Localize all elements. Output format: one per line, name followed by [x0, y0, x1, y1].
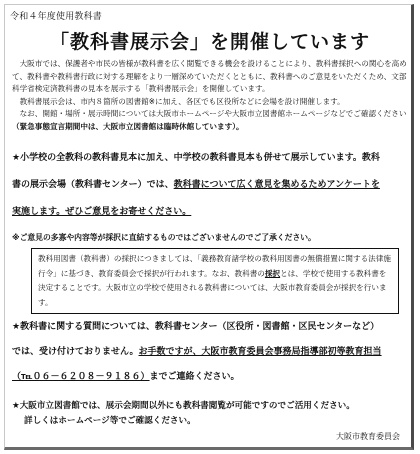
intro-section [12, 58, 408, 134]
bullet-questions [12, 315, 410, 390]
document-caption: 令和４年度使用教科書 [10, 12, 103, 22]
intro-paragraph-3 [12, 108, 408, 133]
intro-paragraph-3-text: なお、開館・場所・展示時間については大阪市ホームページや大阪市立図書館ホームページなどでご確認ください [19, 109, 407, 119]
bullet-exhibition-line-2-text: 書の展示会場（教科書センター）では、 [12, 180, 174, 190]
bullet-exhibition-line-1: ★小学校の全教科の教科書見本に加え、中学校の教科書見本も併せて展示しています。教科 [12, 153, 380, 163]
contact-department: お手数ですが、大阪市教育委員会事務局指導部初等教育担当 [138, 347, 382, 357]
adoption-info-part-2: とは、学校で使用する教科書を決定することです。大阪市立の学校で使用される教科書については、大阪市教育委員会が採択を行います。 [38, 268, 387, 307]
bullet-library-line-2: 詳しくはホームページ等でご確認ください。 [24, 416, 196, 426]
bullet-library-line-1: ★大阪市立図書館では、展示会期間以外にも教科書閲覧が可能ですのでご活用ください。 [12, 401, 355, 411]
survey-request: 実施します。ぜひご意見をお寄せください。 [12, 207, 192, 217]
bullet-exhibition-line-2 [12, 172, 410, 199]
opinion-note: ※ご意見の多寡や内容等が採択に直結するものではございませんのでご了承ください。 [12, 233, 316, 242]
page-title: 「教科書展示会」を開催しています [49, 31, 370, 53]
adoption-info-box [31, 248, 399, 314]
intro-paragraph-1: 大阪市では、保護者や市民の皆様が教科書を広く閲覧できる機会を設けることにより、教科書採択への関心を高めて、教科書や教科書行政に対する理解をより一層深めていただくとともに、教科書へのご意見をいただくため、文部科学省検定済教科書の見本を展示する「教科書展示会」を開催しています。 [12, 59, 407, 94]
adoption-highlight: 採択 [264, 268, 281, 278]
bullet-exhibition [12, 145, 410, 226]
intro-paragraph-2: 教科書展示会は、市内８箇所の図書館※に加え、各区でも区役所などに会場を設け開催します。 [19, 96, 345, 106]
bullet-questions-line-3 [12, 365, 410, 390]
emergency-notice: （緊急事態宣言期間中は、大阪市立図書館は臨時休館しています）。 [12, 121, 244, 131]
survey-notice: 教科書について広く意見を集めるためアンケートを [173, 180, 380, 190]
signature: 大阪市教育委員会 [336, 432, 400, 441]
adoption-info-part-1: 教科用図書（教科書）の採択につきましては、「義務教育諸学校の教科用図書の無償措置に関する法律施行令」に基づき、教育委員会で採択が行われます。なお、教科書の [38, 254, 391, 278]
contact-phone: （℡０６－６２０８－９１８６） [12, 372, 150, 382]
bullet-questions-line-2 [12, 340, 410, 365]
bullet-library [12, 399, 410, 429]
bullet-questions-line-2-text: では、受け付けておりません。 [12, 347, 139, 357]
contact-request: までご連絡ください。 [149, 372, 240, 382]
bullet-questions-line-1: ★教科書に関する質問については、教科書センター（区役所・図書館・区民センターなど） [12, 322, 380, 332]
bullet-exhibition-line-3 [12, 199, 410, 226]
